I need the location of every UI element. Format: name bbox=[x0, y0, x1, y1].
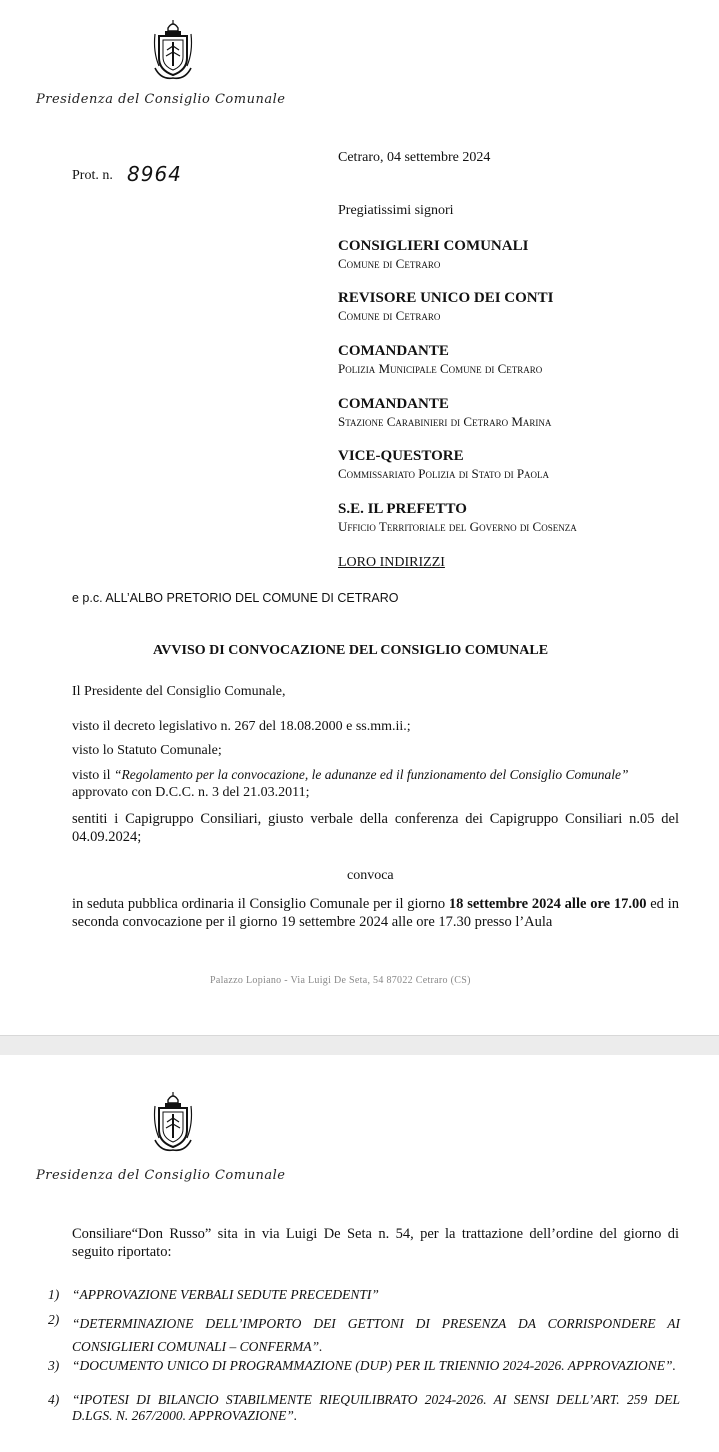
coat-of-arms-icon bbox=[151, 1090, 195, 1156]
recipient-title: COMANDANTE bbox=[338, 343, 449, 359]
protocol-label: Prot. n. bbox=[72, 168, 113, 183]
recipient-subtitle: Comune di Cetraro bbox=[338, 308, 441, 323]
page-footer: Palazzo Lopiano - Via Luigi De Seta, 54 87022 Cetraro (CS) bbox=[210, 975, 471, 986]
president-line: Il Presidente del Consiglio Comunale, bbox=[72, 684, 286, 699]
agenda-number: 2) bbox=[48, 1312, 60, 1327]
recipient-title: COMANDANTE bbox=[338, 396, 449, 412]
visto-decreto: visto il decreto legislativo n. 267 del 18.08.2000 e ss.mm.ii.; bbox=[72, 719, 411, 734]
greeting: Pregiatissimi signori bbox=[338, 203, 454, 218]
recipient-title: VICE-QUESTORE bbox=[338, 448, 464, 464]
agenda-number: 4) bbox=[48, 1392, 60, 1407]
convoca-label: convoca bbox=[347, 868, 394, 883]
subject-heading: AVVISO DI CONVOCAZIONE DEL CONSIGLIO COMUNALE bbox=[153, 643, 549, 658]
page-separator-line bbox=[0, 1035, 719, 1036]
agenda-item: “APPROVAZIONE VERBALI SEDUTE PRECEDENTI” bbox=[72, 1287, 379, 1302]
recipient-title: CONSIGLIERI COMUNALI bbox=[338, 238, 529, 254]
recipient-title: S.E. IL PREFETTO bbox=[338, 501, 467, 517]
sentiti-capigruppo: sentiti i Capigruppo Consiliari, giusto verbale della conferenza dei Capigruppo Consiliari n.05 del 04.09.2024; bbox=[72, 811, 679, 845]
epc-line: e p.c. ALL’ALBO PRETORIO DEL COMUNE DI CETRARO bbox=[72, 591, 399, 605]
protocol-number: 8964 bbox=[127, 162, 182, 186]
recipient-subtitle: Polizia Municipale Comune di Cetraro bbox=[338, 361, 543, 376]
agenda-item: “DOCUMENTO UNICO DI PROGRAMMAZIONE (DUP) PER IL TRIENNIO 2024-2026. APPROVAZIONE”. bbox=[72, 1358, 676, 1373]
recipient-title: REVISORE UNICO DEI CONTI bbox=[338, 290, 554, 306]
agenda-number: 1) bbox=[48, 1287, 60, 1302]
seduta-paragraph: in seduta pubblica ordinaria il Consiglio Comunale per il giorno 18 settembre 2024 alle ore 17.00 ed in seconda convocazione per il giorno 19 settembre 2024 alle ore 17.30 presso l’Aula bbox=[72, 896, 679, 930]
agenda-item: “IPOTESI DI BILANCIO STABILMENTE RIEQUILIBRATO 2024-2026. AI SENSI DELL’ART. 259 DEL D.LGS. N. 267/2000. APPROVAZIONE”. bbox=[72, 1392, 680, 1423]
loro-indirizzi: LORO INDIRIZZI bbox=[338, 555, 445, 570]
presidency-signature: Presidenza del Consiglio Comunale bbox=[36, 92, 286, 107]
visto-statuto: visto lo Statuto Comunale; bbox=[72, 743, 222, 758]
continuation-paragraph: Consiliare“Don Russo” sita in via Luigi De Seta n. 54, per la trattazione dell’ordine del giorno di seguito riportato: bbox=[72, 1226, 679, 1260]
recipient-subtitle: Ufficio Territoriale del Governo di Cosenza bbox=[338, 519, 577, 534]
recipient-subtitle: Commissariato Polizia di Stato di Paola bbox=[338, 466, 550, 481]
visto-regolamento-approval: approvato con D.C.C. n. 3 del 21.03.2011; bbox=[72, 785, 310, 800]
agenda-item: “DETERMINAZIONE DELL’IMPORTO DEI GETTONI DI PRESENZA DA CORRISPONDERE AI CONSIGLIERI COMUNALI – CONFERMA”. bbox=[72, 1316, 680, 1354]
presidency-signature: Presidenza del Consiglio Comunale bbox=[36, 1168, 286, 1183]
agenda-number: 3) bbox=[48, 1358, 60, 1373]
page-separator bbox=[0, 1035, 719, 1055]
visto-regolamento: visto il “Regolamento per la convocazione, le adunanze ed il funzionamento del Consiglio Comunale” bbox=[72, 767, 629, 783]
coat-of-arms-icon bbox=[151, 18, 195, 84]
recipient-subtitle: Comune di Cetraro bbox=[338, 256, 441, 271]
recipient-subtitle: Stazione Carabinieri di Cetraro Marina bbox=[338, 414, 552, 429]
letter-date: Cetraro, 04 settembre 2024 bbox=[338, 150, 491, 165]
